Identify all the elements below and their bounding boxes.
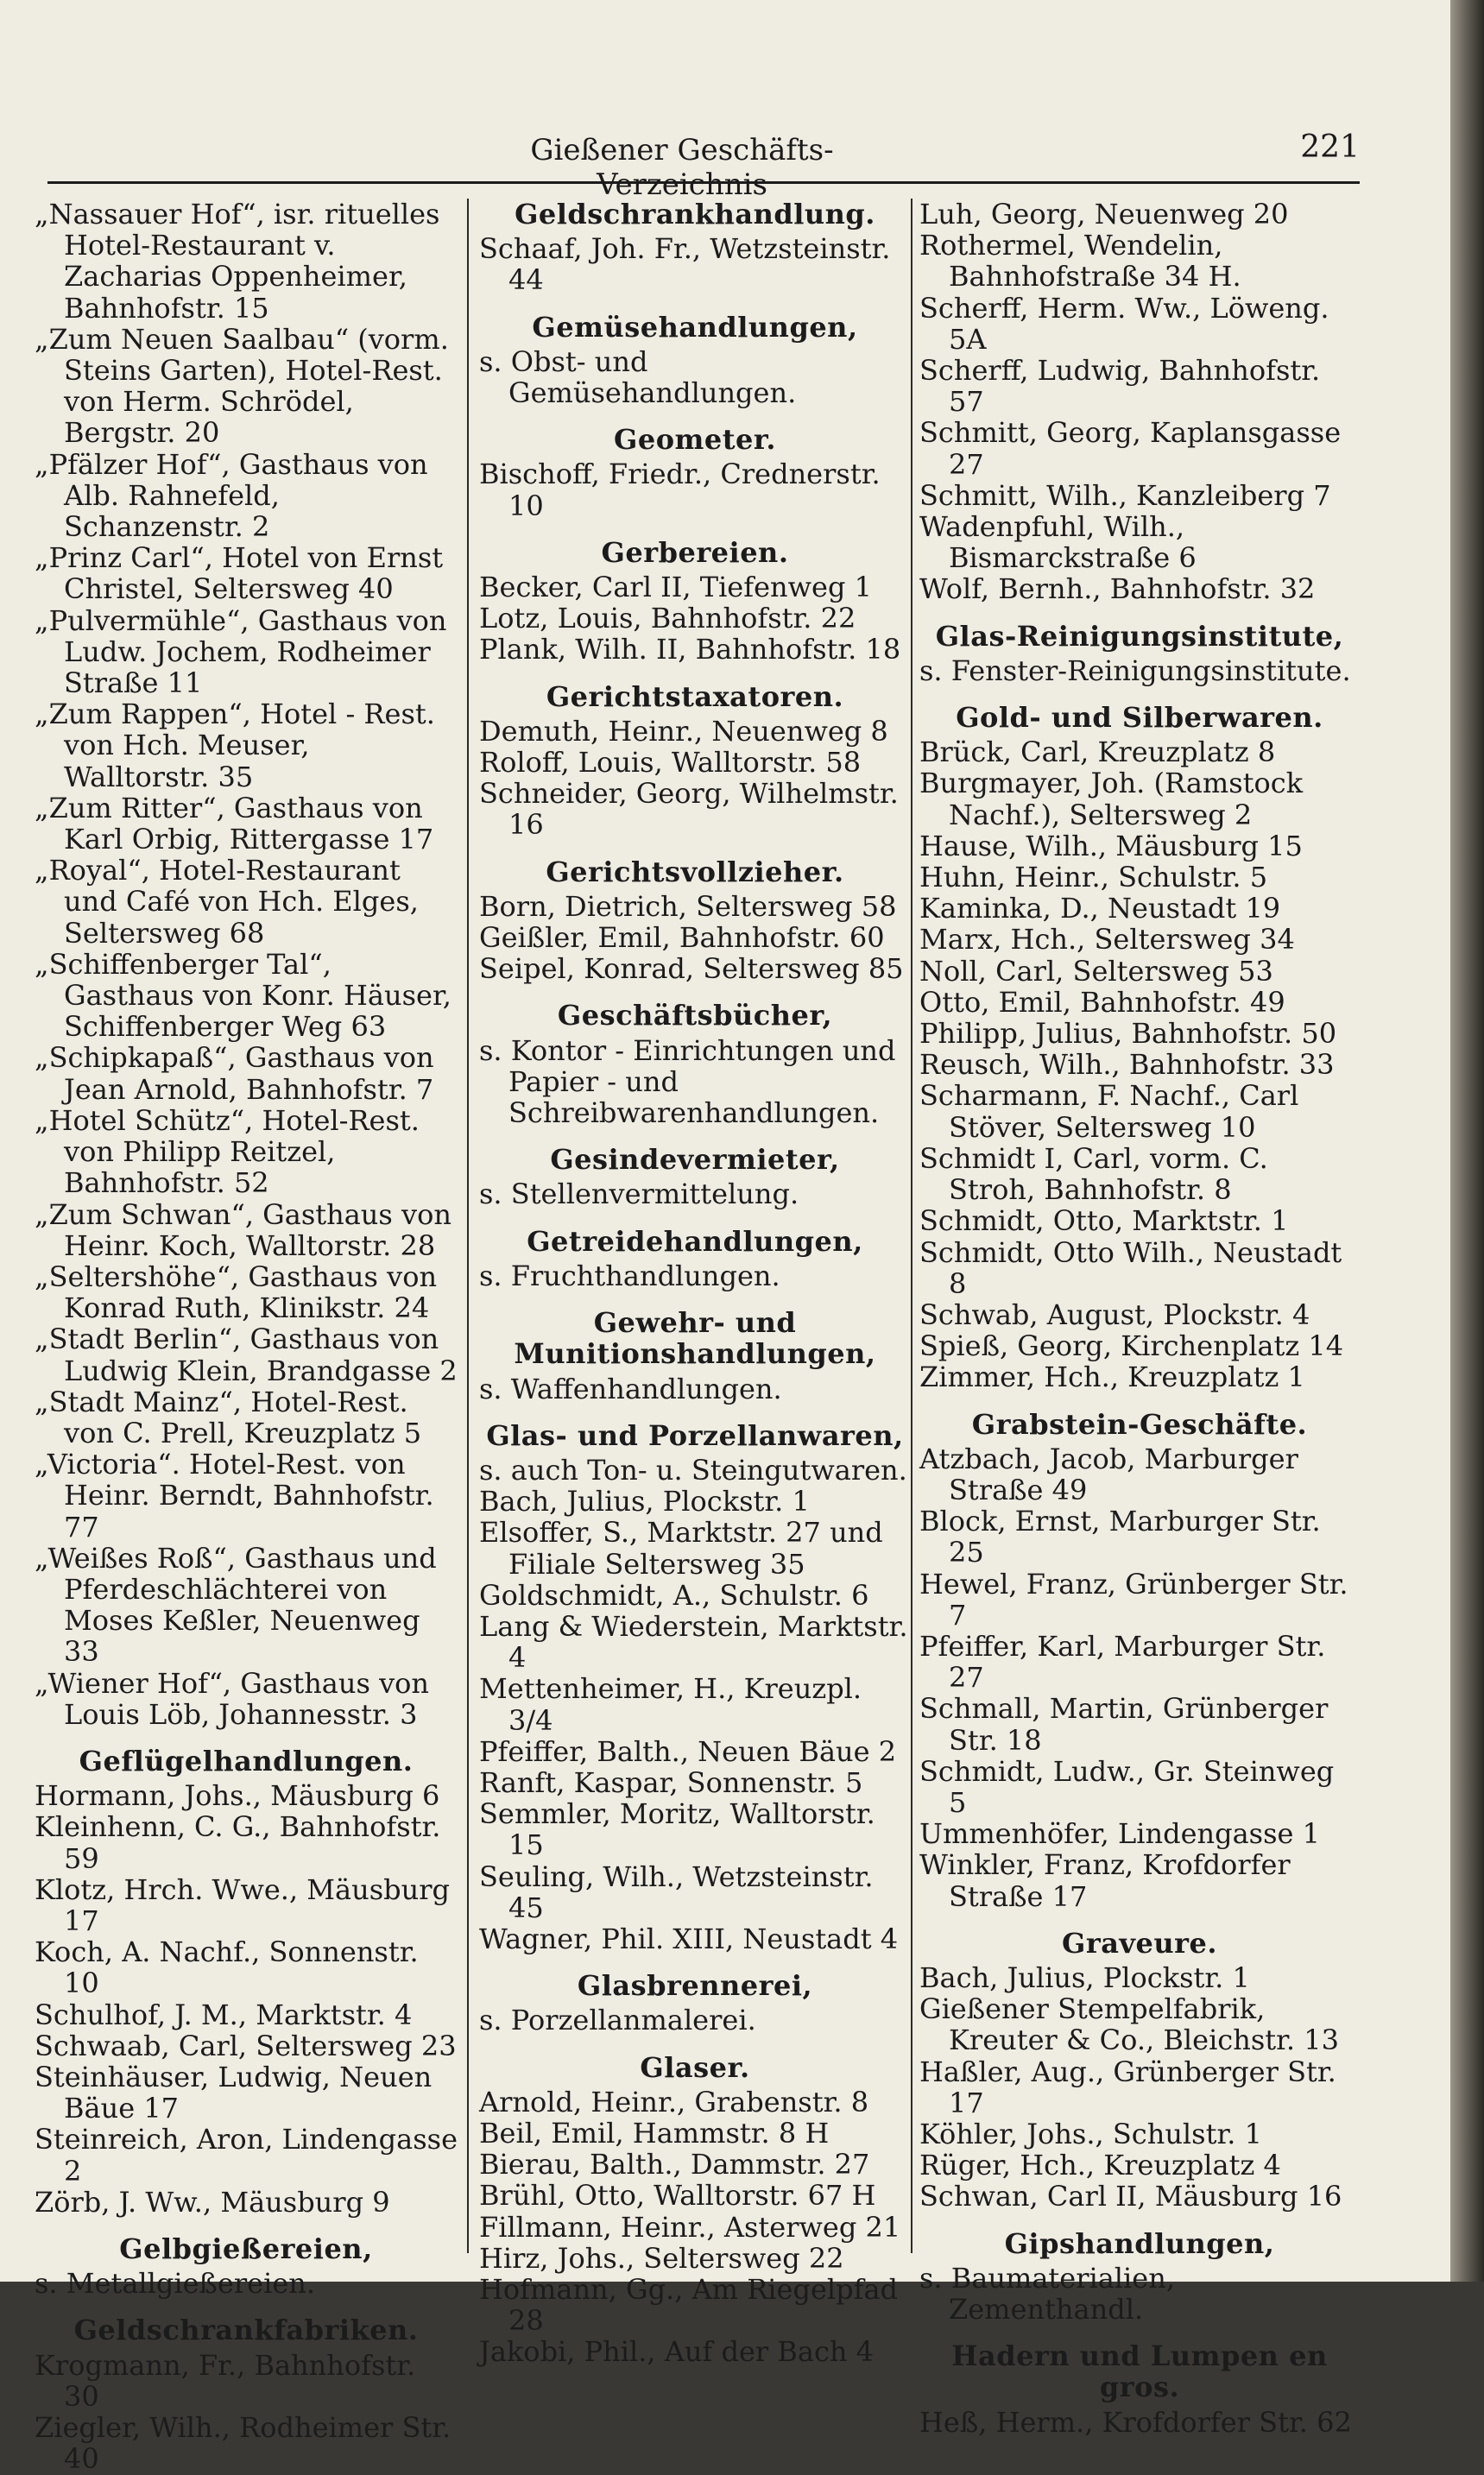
- listing-entry: Winkler, Franz, Krofdorfer Straße 17: [919, 1848, 1291, 1913]
- listing-entry: „Hotel Schütz“, Hotel-Rest. von Philipp Reitzel, Bahnhofstr. 52: [35, 1103, 420, 1200]
- listing-entry: Schmidt, Ludw., Gr. Steinweg 5: [919, 1754, 1335, 1819]
- section-heading: Glas- und Porzellanwaren,: [486, 1418, 904, 1452]
- listing-entry: s. Kontor - Einrichtungen und Papier - und Schreibwarenhandlungen.: [479, 1033, 896, 1130]
- listing-entry: „Pulvermühle“, Gasthaus von Ludw. Jochem, Rodheimer Straße 11: [35, 603, 447, 700]
- listing-entry: Elsoffer, S., Marktstr. 27 und Filiale Seltersweg 35: [479, 1516, 883, 1581]
- section-heading: Geometer.: [614, 423, 776, 457]
- listing-entry: „Zum Rappen“, Hotel - Rest. von Hch. Meuser, Walltorstr. 35: [35, 698, 435, 793]
- column-divider: [911, 199, 913, 2253]
- listing-entry: s. Stellenvermittelung.: [479, 1178, 799, 1211]
- listing-entry: „Zum Schwan“, Gasthaus von Heinr. Koch, Walltorstr. 28: [35, 1197, 452, 1262]
- listing-entry: Steinreich, Aron, Lindengasse 2: [35, 2123, 458, 2188]
- listing-entry: Huhn, Heinr., Schulstr. 5: [919, 861, 1268, 894]
- listing-entry: Ziegler, Wilh., Rodheimer Str. 40: [35, 2411, 452, 2475]
- listing-entry: Geißler, Emil, Bahnhofstr. 60: [479, 921, 885, 955]
- listing-entry: s. Baumaterialien, Zementhandl.: [919, 2261, 1175, 2326]
- listing-entry: Ranft, Kaspar, Sonnenstr. 5: [479, 1765, 863, 1799]
- listing-entry: Klotz, Hrch. Wwe., Mäusburg 17: [35, 1872, 451, 1937]
- listing-entry: Luh, Georg, Neuenweg 20: [919, 198, 1289, 230]
- listing-entry: s. Waffenhandlungen.: [479, 1372, 782, 1405]
- listing-entry: Arnold, Heinr., Grabenstr. 8: [479, 2085, 869, 2118]
- listing-entry: „Wiener Hof“, Gasthaus von Louis Löb, Johannesstr. 3: [35, 1666, 430, 1731]
- listing-entry: „Zum Neuen Saalbau“ (vorm. Steins Garten), Hotel-Rest. von Herm. Schrödel, Bergstr. 20: [35, 322, 449, 450]
- section-heading: Gelbgießereien,: [119, 2232, 373, 2265]
- listing-entry: Wolf, Bernh., Bahnhofstr. 32: [919, 572, 1316, 606]
- listing-entry: Gießener Stempelfabrik, Kreuter & Co., Bleichstr. 13: [919, 1992, 1339, 2057]
- listing-entry: Schmidt, Otto, Marktstr. 1: [919, 1204, 1289, 1238]
- section-heading: Glaser.: [640, 2050, 750, 2084]
- listing-entry: Schaaf, Joh. Fr., Wetzsteinstr. 44: [479, 232, 891, 297]
- listing-entry: Scherff, Herm. Ww., Löweng. 5A: [919, 291, 1329, 356]
- section-heading: Gerichtsvollzieher.: [546, 855, 844, 888]
- listing-entry: Rüger, Hch., Kreuzplatz 4: [919, 2149, 1281, 2182]
- listing-entry: „Weißes Roß“, Gasthaus und Pferdeschlächterei von Moses Keßler, Neuenweg 33: [35, 1541, 437, 1669]
- listing-entry: „Zum Ritter“, Gasthaus von Karl Orbig, Rittergasse 17: [35, 791, 434, 856]
- listing-entry: Goldschmidt, A., Schulstr. 6: [479, 1578, 869, 1612]
- listing-entry: „Prinz Carl“, Hotel von Ernst Christel, Seltersweg 40: [35, 541, 444, 606]
- listing-entry: s. Fruchthandlungen.: [479, 1259, 780, 1292]
- listing-entry: Born, Dietrich, Seltersweg 58: [479, 889, 897, 923]
- section-heading: Glas-Reinigungsinstitute,: [935, 619, 1344, 653]
- listing-entry: Bach, Julius, Plockstr. 1: [919, 1960, 1250, 1994]
- section-heading: Gerichtstaxatoren.: [546, 679, 844, 713]
- listing-entry: Schmidt I, Carl, vorm. C. Stroh, Bahnhofstr. 8: [919, 1141, 1268, 1207]
- running-header: [47, 129, 1360, 202]
- listing-entry: „Stadt Berlin“, Gasthaus von Ludwig Klein, Brandgasse 2: [35, 1323, 458, 1387]
- listing-entry: Roloff, Louis, Walltorstr. 58: [479, 746, 862, 780]
- listing-entry: Reusch, Wilh., Bahnhofstr. 33: [919, 1048, 1335, 1082]
- listing-entry: Köhler, Johs., Schulstr. 1: [919, 2117, 1262, 2150]
- listing-entry: Spieß, Georg, Kirchenplatz 14: [919, 1329, 1344, 1363]
- listing-entry: „Royal“, Hotel-Restaurant und Café von Hch. Elges, Seltersweg 68: [35, 854, 419, 950]
- listing-entry: Schwab, August, Plockstr. 4: [919, 1297, 1310, 1331]
- listing-entry: Seipel, Konrad, Seltersweg 85: [479, 952, 904, 986]
- listing-entry: Semmler, Moritz, Walltorstr. 15: [479, 1797, 875, 1862]
- listing-entry: s. Metallgießereien.: [35, 2267, 316, 2301]
- listing-entry: Schneider, Georg, Wilhelmstr. 16: [479, 777, 899, 842]
- listing-entry: s. auch Ton- u. Steingutwaren.: [479, 1453, 907, 1487]
- listing-entry: Koch, A. Nachf., Sonnenstr. 10: [35, 1935, 419, 2000]
- listing-entry: Noll, Carl, Seltersweg 53: [919, 954, 1273, 988]
- listing-entry: Burgmayer, Joh. (Ramstock Nachf.), Seltersweg 2: [919, 767, 1304, 831]
- listing-entry: Hirz, Johs., Seltersweg 22: [479, 2241, 844, 2275]
- listing-entry: Schmidt, Otto Wilh., Neustadt 8: [919, 1235, 1342, 1300]
- listing-entry: Schmitt, Georg, Kaplansgasse 27: [919, 416, 1342, 481]
- listing-entry: Hewel, Franz, Grünberger Str. 7: [919, 1567, 1348, 1632]
- listing-entry: Zimmer, Hch., Kreuzplatz 1: [919, 1361, 1305, 1394]
- section-heading: Geflügelhandlungen.: [79, 1744, 414, 1777]
- listing-entry: Hofmann, Gg., Am Riegelpfad 28: [479, 2272, 898, 2338]
- listing-entry: Demuth, Heinr., Neuenweg 8: [479, 714, 888, 748]
- listing-entry: Lotz, Louis, Bahnhofstr. 22: [479, 602, 856, 635]
- listing-entry: s. Obst- und Gemüsehandlungen.: [479, 344, 797, 410]
- listing-entry: Bierau, Balth., Dammstr. 27: [479, 2148, 870, 2181]
- section-heading: Geldschrankhandlung.: [515, 198, 875, 230]
- book-spine-shadow: [1450, 0, 1484, 2282]
- listing-entry: s. Porzellanmalerei.: [479, 2004, 756, 2037]
- listing-entry: „Seltershöhe“, Gasthaus von Konrad Ruth, Klinikstr. 24: [35, 1260, 438, 1325]
- listing-entry: Fillmann, Heinr., Asterweg 21: [479, 2210, 901, 2244]
- header-title: Gießener Geschäfts-Verzeichnis: [530, 133, 834, 202]
- listing-entry: Atzbach, Jacob, Marburger Straße 49: [919, 1442, 1298, 1506]
- listing-entry: Kleinhenn, C. G., Bahnhofstr. 59: [35, 1810, 441, 1875]
- listing-entry: „Victoria“. Hotel-Rest. von Heinr. Berndt, Bahnhofstr. 77: [35, 1448, 434, 1544]
- listing-entry: Philipp, Julius, Bahnhofstr. 50: [919, 1017, 1337, 1051]
- listing-entry: Schwaab, Carl, Seltersweg 23: [35, 2029, 457, 2062]
- section-heading: Hadern und Lumpen en gros.: [951, 2339, 1328, 2404]
- section-heading: Graveure.: [1062, 1926, 1217, 1960]
- listing-entry: s. Fenster-Reinigungsinstitute.: [919, 653, 1351, 687]
- listing-entry: Heß, Herm., Krofdorfer Str. 62: [919, 2405, 1352, 2439]
- listing-entry: Jakobi, Phil., Auf der Bach 4: [479, 2335, 875, 2369]
- listing-entry: Bach, Julius, Plockstr. 1: [479, 1485, 810, 1518]
- listing-entry: Kaminka, D., Neustadt 19: [919, 892, 1281, 925]
- section-heading: Geschäftsbücher,: [557, 999, 833, 1032]
- section-heading: Gerbereien.: [601, 535, 789, 569]
- listing-entry: „Schiffenberger Tal“, Gasthaus von Konr. Häuser, Schiffenberger Weg 63: [35, 947, 452, 1044]
- listing-entry: Lang & Wiederstein, Marktstr. 4: [479, 1609, 908, 1675]
- listing-entry: Beil, Emil, Hammstr. 8 H: [479, 2116, 830, 2150]
- listing-entry: Schwan, Carl II, Mäusburg 16: [919, 2180, 1342, 2213]
- listing-entry: Block, Ernst, Marburger Str. 25: [919, 1505, 1321, 1569]
- listing-entry: Schmall, Martin, Grünberger Str. 18: [919, 1692, 1329, 1757]
- listing-entry: Scharmann, F. Nachf., Carl Stöver, Seltersweg 10: [919, 1079, 1299, 1144]
- listing-entry: Otto, Emil, Bahnhofstr. 49: [919, 985, 1285, 1019]
- listing-entry: Brück, Carl, Kreuzplatz 8: [919, 736, 1276, 769]
- listing-entry: Wagner, Phil. XIII, Neustadt 4: [479, 1922, 899, 1955]
- listing-entry: Hause, Wilh., Mäusburg 15: [919, 829, 1303, 862]
- listing-entry: Schmitt, Wilh., Kanzleiberg 7: [919, 478, 1331, 512]
- section-heading: Gold- und Silberwaren.: [956, 701, 1323, 735]
- section-heading: Gesindevermieter,: [550, 1143, 840, 1177]
- section-heading: Gemüsehandlungen,: [532, 310, 858, 344]
- listing-entry: Pfeiffer, Karl, Marburger Str. 27: [919, 1629, 1326, 1695]
- section-heading: Gewehr- und Munitionshandlungen,: [514, 1306, 876, 1371]
- column-middle: [479, 198, 911, 2369]
- listing-entry: Zörb, J. Ww., Mäusburg 9: [35, 2185, 390, 2219]
- column-right: [919, 198, 1360, 2439]
- listing-entry: Brühl, Otto, Walltorstr. 67 H: [479, 2179, 876, 2213]
- listing-entry: „Nassauer Hof“, isr. rituelles Hotel-Restaurant v. Zacharias Oppenheimer, Bahnhofstr. 15: [35, 198, 440, 325]
- section-heading: Geldschrankfabriken.: [73, 2314, 419, 2347]
- listing-entry: „Schipkapaß“, Gasthaus von Jean Arnold, Bahnhofstr. 7: [35, 1041, 434, 1106]
- section-heading: Getreidehandlungen,: [527, 1224, 863, 1258]
- listing-entry: „Stadt Mainz“, Hotel-Rest. von C. Prell, Kreuzplatz 5: [35, 1385, 422, 1449]
- listing-entry: Bischoff, Friedr., Crednerstr. 10: [479, 458, 881, 522]
- section-heading: Glasbrennerei,: [577, 1969, 813, 2003]
- column-left: [35, 198, 458, 2475]
- listing-entry: „Pfälzer Hof“, Gasthaus von Alb. Rahnefeld, Schanzenstr. 2: [35, 447, 428, 544]
- listing-entry: Rothermel, Wendelin, Bahnhofstraße 34 H.: [919, 229, 1241, 294]
- section-heading: Grabstein-Geschäfte.: [971, 1407, 1308, 1441]
- listing-entry: Schulhof, J. M., Marktstr. 4: [35, 1998, 413, 2031]
- listing-entry: Becker, Carl II, Tiefenweg 1: [479, 571, 872, 604]
- section-heading: Gipshandlungen,: [1004, 2226, 1275, 2260]
- listing-entry: Krogmann, Fr., Bahnhofstr. 30: [35, 2348, 416, 2413]
- listing-entry: Scherff, Ludwig, Bahnhofstr. 57: [919, 354, 1321, 419]
- listing-entry: Pfeiffer, Balth., Neuen Bäue 2: [479, 1734, 897, 1768]
- column-divider: [467, 199, 469, 2253]
- listing-entry: Plank, Wilh. II, Bahnhofstr. 18: [479, 633, 901, 666]
- listing-entry: Marx, Hch., Seltersweg 34: [919, 923, 1295, 957]
- listing-entry: Wadenpfuhl, Wilh., Bismarckstraße 6: [919, 510, 1197, 575]
- page-number: 221: [1300, 129, 1360, 165]
- listing-entry: Hormann, Johs., Mäusburg 6: [35, 1779, 440, 1813]
- listing-entry: Mettenheimer, H., Kreuzpl. 3/4: [479, 1672, 862, 1737]
- listing-entry: Steinhäuser, Ludwig, Neuen Bäue 17: [35, 2060, 433, 2125]
- listing-entry: Haßler, Aug., Grünberger Str. 17: [919, 2055, 1336, 2119]
- listing-entry: Seuling, Wilh., Wetzsteinstr. 45: [479, 1859, 874, 1924]
- listing-entry: Ummenhöfer, Lindengasse 1: [919, 1817, 1320, 1851]
